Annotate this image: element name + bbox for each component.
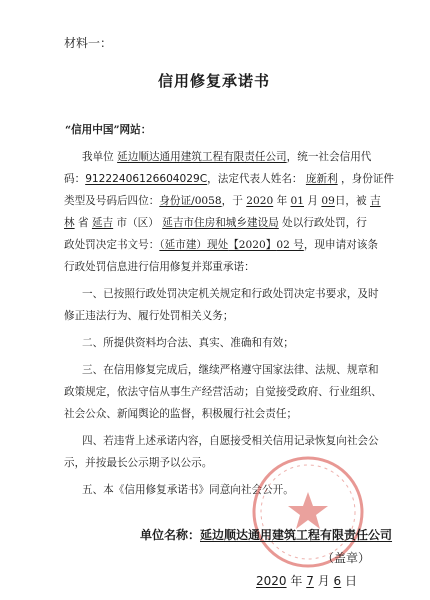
penalty-month: 01 — [290, 195, 305, 207]
p1-l4-suffix: 处以行政处罚，行 — [282, 217, 367, 229]
p1-l1-prefix: 我单位 — [82, 151, 114, 163]
item-4-line-1: 四、若违背上述承诺内容，自愿接受相关信用记录恢复向社会公 — [82, 435, 379, 447]
p1-l4-shi: 市（区） — [116, 217, 159, 229]
date-nian: 年 — [290, 574, 303, 588]
id-info: 身份证/0058 — [159, 195, 222, 207]
item-4-line-2: 示，并按最长公示期予以公示。 — [64, 457, 213, 469]
penalty-bureau: 延吉市住房和城乡建设局 — [162, 217, 279, 229]
signature-label: 单位名称： — [140, 528, 201, 542]
date-yue: 月 — [317, 574, 330, 588]
item-1-line-2: 修正违法行为、履行处罚相关义务； — [64, 310, 234, 322]
signature-date — [256, 574, 357, 588]
city: 延吉 — [91, 217, 114, 229]
p1-l4-sheng: 省 — [77, 217, 89, 229]
seal-star-icon — [288, 492, 328, 529]
province-part-1: 吉 — [370, 195, 381, 207]
item-3-line-3: 社会公众、新闻舆论的监督，积极履行社会责任； — [64, 408, 298, 420]
date-month: 7 — [306, 574, 314, 588]
penalty-day: 09 — [321, 195, 335, 207]
p1-l3-mid1: ，于 — [221, 195, 243, 207]
seal-note: （盖章） — [322, 551, 371, 565]
doc-number-c: 02 号 — [276, 239, 304, 251]
p1-l2-mid: ，法定代表人姓名： — [207, 173, 303, 185]
p1-l2-prefix: 码： — [64, 173, 86, 185]
penalty-year: 2020 — [246, 195, 274, 207]
item-5-line-1: 五、本《信用修复承诺书》同意向社会公开。 — [82, 484, 294, 496]
province-part-2: 林 — [64, 217, 75, 229]
item-3-line-2: 政策规定，依法守信从事生产经营活动；自觉接受政府、行业组织、 — [64, 386, 382, 398]
p1-l5-suffix: ，现申请对该条 — [303, 239, 378, 251]
p1-l3-nian: 年 — [276, 195, 288, 207]
doc-number-a: （延市建）现处 — [159, 239, 229, 251]
legal-representative: 庞新利 — [305, 173, 338, 185]
item-3-line-1: 三、在信用修复完成后，继续严格遵守国家法律、法规、规章和 — [82, 364, 379, 376]
p1-line-4 — [64, 216, 367, 230]
date-year: 2020 — [256, 574, 287, 588]
p1-l3-yue: 月 — [307, 195, 318, 207]
doc-number-b: 【2020】 — [228, 239, 277, 251]
recipient-line: “信用中国”网站： — [65, 124, 152, 136]
item-2-line-1: 二、所提供资料均合法、真实、准确和有效； — [82, 337, 294, 349]
credit-code: 91222406126604029C — [85, 173, 208, 185]
p1-l5-prefix: 政处罚决定书文号： — [64, 239, 160, 251]
p1-l2-suffix: ，身份证件 — [341, 173, 395, 185]
p1-line-5 — [64, 238, 378, 252]
document-title: 信用修复承诺书 — [158, 72, 271, 90]
company-name: 延边顺达通用建筑工程有限责任公司 — [117, 151, 287, 163]
p1-l3-prefix: 类型及号码后四位： — [64, 195, 160, 207]
item-1-line-1: 一、已按照行政处罚决定机关规定和行政处罚决定书要求，及时 — [82, 288, 379, 300]
p1-line-3 — [64, 194, 381, 208]
p1-line-1 — [82, 150, 371, 164]
p1-line-6: 行政处罚信息进行信用修复并郑重承诺： — [64, 261, 255, 273]
date-day: 6 — [333, 574, 342, 588]
material-label: 材料一： — [64, 36, 113, 50]
p1-line-2 — [64, 172, 394, 186]
signature-line — [140, 528, 392, 542]
p1-l1-suffix: ，统一社会信用代 — [286, 151, 372, 163]
date-ri: 日 — [345, 574, 358, 588]
p1-l3-mid2: 日，被 — [334, 195, 367, 207]
signature-company: 延边顺达通用建筑工程有限责任公司 — [200, 528, 393, 542]
